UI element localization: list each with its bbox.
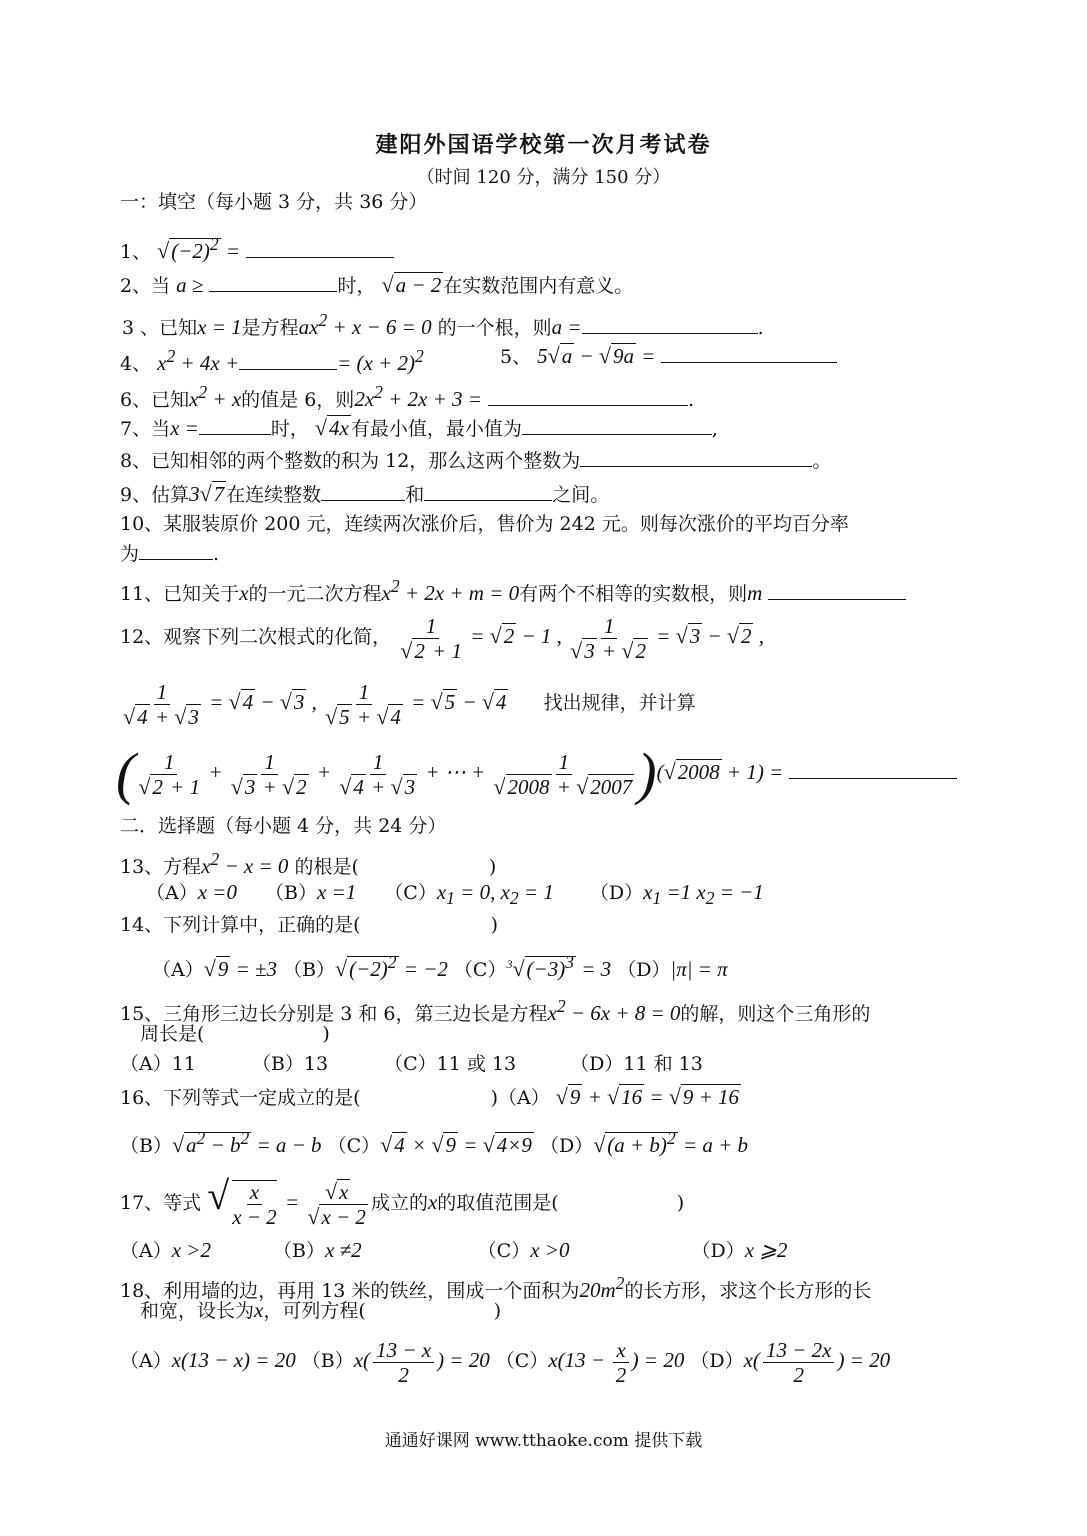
- question-13-options: （A）x =0 （B）x =1 $(C)x_1 = 0$, $x_2 = 1$ $(D)x_1 =1$ $x_2 = -1$: [146, 880, 764, 909]
- question-18-cont: 和宽，设长为x，可列方程( ): [140, 1298, 502, 1322]
- page-title: 建阳外国语学校第一次月考试卷: [375, 132, 712, 158]
- question-10: 10、某服装原价 200 元，连续两次涨价后，售价为 242 元。则每次涨价的平均百分率: [120, 513, 849, 535]
- section-heading-fill: 一：填空（每小题 3 分，共 36 分）: [120, 191, 428, 213]
- question-15-cont: 周长是( ): [140, 1023, 330, 1045]
- question-12-expression: ( $\frac{1}{√2 + 1}$ + $\frac{1}{√3 + √2}$ + $\frac{1}{√4 + √3}$ + ⋯ + $\frac{1}{√2008 + √2007}$ )(√2008 + 1) =: [116, 740, 957, 805]
- question-9: 9、估算3√7 在连续整数 和 之间。: [120, 481, 610, 506]
- answer-blank: [139, 541, 213, 560]
- question-5: 5、 5√a − √9a =: [500, 344, 837, 369]
- answer-blank: [582, 315, 758, 334]
- question-15: 15、三角形三边长分别是 3 和 6，第三边长是方程$x^2 - 6x + 8 = 0$的解，则这个三角形的: [120, 996, 871, 1025]
- question-16-options: $(B)√a^2 - b^2 = a - b$ （C）√4 × √9 = √4×9 $(D)√(a + b)^2 = a + b$: [120, 1128, 749, 1157]
- answer-blank: [246, 239, 394, 258]
- question-6: 6、已知$x^2 + x$的值是 6，则$2x^2 + 2x + 3$ = .: [120, 382, 695, 411]
- answer-blank: [768, 581, 906, 600]
- question-17-options: （A）x >2 （B）x ≠2 （C）x >0 （D）x ⩾2: [120, 1238, 788, 1262]
- question-18: 18、利用墙的边，再用 13 米的铁丝，围成一个面积为$20m^2$的长方形，求这个长方形的长: [120, 1273, 872, 1302]
- answer-blank: [522, 416, 712, 435]
- question-14: 14、下列计算中，正确的是( ): [120, 914, 499, 936]
- question-16: 16、下列等式一定成立的是( )（A） √9 + √16 = √9 + 16: [120, 1084, 740, 1109]
- answer-blank: [580, 448, 812, 467]
- answer-blank: [239, 351, 337, 370]
- question-8: 8、已知相邻的两个整数的积为 12，那么这两个整数为 。: [120, 450, 832, 472]
- question-3: 3 、已知x = 1是方程$ax^2 + x - 6 = 0$ 的一个根，则a = .: [122, 310, 764, 339]
- question-13: 13、方程$x^2 - x = 0$ 的根是( ): [120, 849, 497, 878]
- question-2: 2、当 a ≥ 时， √a − 2 在实数范围内有意义。: [120, 272, 634, 297]
- question-14-options: （A）√9 = ±3 $(B)√(-2)^2 = -2$ $(C)^3√(-3)^3 = 3$ （D）|π| = π: [152, 952, 728, 981]
- answer-blank: [199, 416, 271, 435]
- answer-blank: [424, 482, 552, 501]
- answer-blank: [661, 344, 837, 363]
- page-footer: 通通好课网 www.tthaoke.com 提供下载: [384, 1431, 703, 1451]
- question-4: 4、 $x^2 + 4x$ + = $(x + 2)^2$: [120, 346, 424, 375]
- question-12-cont: $\frac{1}{√4 + √3}$ = √4 − √3 , $\frac{1}{√5 + √4}$ = √5 − √4 找出规律，并计算: [123, 679, 696, 729]
- question-18-options: （A）x(13 − x) = 20 （B）x( $\frac{13 - x}{2}$ ) = 20 （C）x(13 − $\frac{x}{2}$ ) = 20 （D）x( $\frac{13 - 2x}{2}$ ) = 20: [120, 1337, 891, 1387]
- question-1: 1、 $√(-2)^2$ =: [120, 232, 394, 264]
- answer-blank: [488, 387, 688, 406]
- question-15-options: （A）11 （B）13 （C）11 或 13 （D）11 和 13: [120, 1053, 703, 1075]
- question-10-cont: 为 .: [120, 543, 220, 565]
- section-heading-choice: 二．选择题（每小题 4 分，共 24 分）: [120, 815, 447, 837]
- answer-blank: [209, 273, 337, 292]
- answer-blank: [789, 760, 957, 779]
- question-17: 17、等式 √ $\frac{x}{x - 2}$ = $\frac{√x}{√x - 2}$ 成立的x的取值范围是( ): [120, 1173, 685, 1230]
- question-7: 7、当x = 时， √4x 有最小值，最小值为 ,: [120, 415, 718, 440]
- answer-blank: [321, 482, 405, 501]
- page-subtitle: （时间 120 分，满分 150 分）: [416, 167, 671, 188]
- question-11: 11、已知关于x的一元二次方程$x^2 + 2x + m = 0$有两个不相等的实数根，则m: [120, 574, 906, 606]
- question-12: 12、观察下列二次根式的化简， $\frac{1}{√2 + 1}$ = √2 − 1 , $\frac{1}{√3 + √2}$ = √3 − √2 ,: [120, 613, 764, 663]
